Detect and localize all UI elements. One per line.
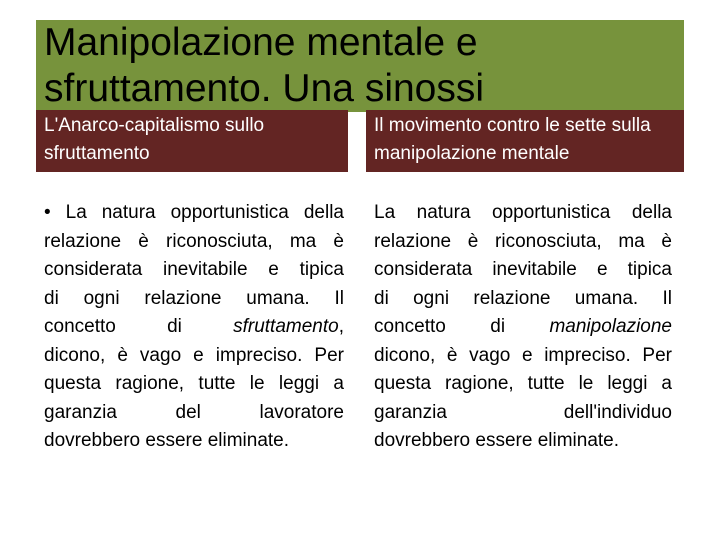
right-body-line: garanzia dell'individuo [374, 401, 672, 423]
left-body-line: di ogni relazione umana. Il [44, 287, 344, 309]
left-body-line: questa ragione, tutte le leggi a [44, 373, 344, 394]
right-body-line: La natura opportunistica della [374, 202, 672, 223]
right-body-line: dovrebbero essere eliminate. [374, 430, 620, 451]
right-body-line: considerata inevitabile e tipica [374, 259, 672, 280]
right-body-line: questa ragione, tutte le leggi a [374, 373, 672, 394]
left-body-line: dicono, è vago e impreciso. Per [44, 344, 344, 366]
left-body-line: • La natura opportunistica della [44, 202, 344, 223]
left-column-body [44, 199, 344, 456]
right-body-line: di ogni relazione umana. Il [374, 287, 672, 309]
right-body-emphasis: manipolazione [549, 316, 672, 337]
right-body-line: dicono, è vago e impreciso. Per [374, 344, 672, 366]
left-body-emphasis: sfruttamento [233, 316, 339, 337]
left-column-header: L'Anarco-capitalismo sullo sfruttamento [44, 115, 265, 164]
left-body-line: relazione è riconosciuta, ma è [44, 230, 344, 252]
right-column-header: Il movimento contro le sette sulla manipolazione mentale [374, 115, 651, 164]
right-body-line-mixed [374, 313, 672, 342]
left-body-segment: , [338, 316, 344, 337]
left-body-line: considerata inevitabile e tipica [44, 259, 344, 280]
left-body-segment: concetto di [44, 316, 234, 337]
right-column-body [374, 199, 672, 456]
left-body-line-mixed [44, 313, 344, 342]
slide-title: Manipolazione mentale e sfruttamento. Una sinossi [44, 21, 485, 110]
right-body-segment: concetto di [374, 316, 550, 337]
right-body-line: relazione è riconosciuta, ma è [374, 230, 672, 252]
left-body-line: dovrebbero essere eliminate. [44, 430, 290, 451]
left-body-line: garanzia del lavoratore [44, 401, 344, 423]
